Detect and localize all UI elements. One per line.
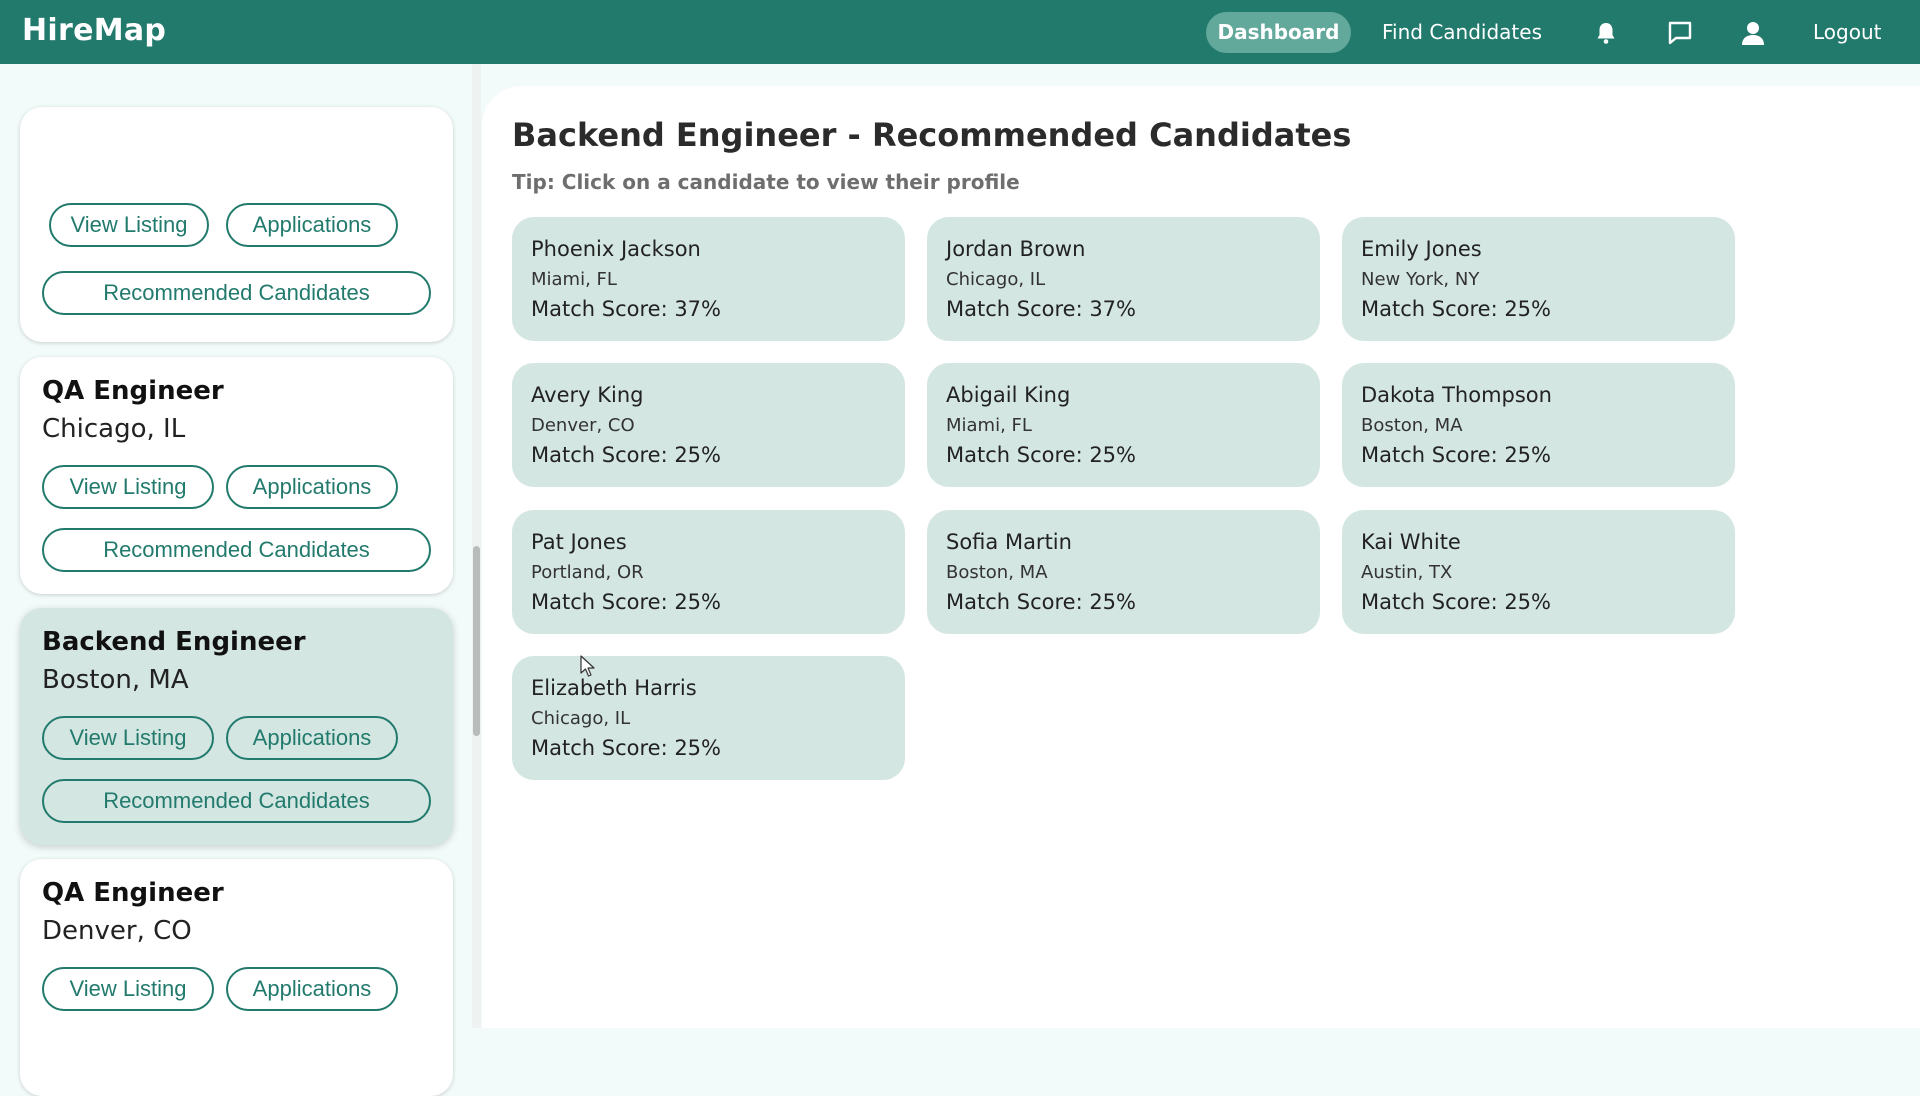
candidate-match-score: Match Score: 25% <box>531 443 721 467</box>
job-title: QA Engineer <box>42 376 224 406</box>
job-list[interactable] <box>0 212 470 1028</box>
candidate-match-score: Match Score: 25% <box>946 590 1136 614</box>
candidate-location: Boston, MA <box>1361 415 1463 436</box>
candidate-card[interactable] <box>512 656 905 780</box>
candidate-card[interactable] <box>1342 363 1735 487</box>
recommended-candidates-button[interactable]: Recommended Candidates <box>42 779 431 823</box>
candidate-name: Sofia Martin <box>946 530 1072 554</box>
candidate-match-score: Match Score: 25% <box>1361 443 1551 467</box>
job-card[interactable] <box>20 357 453 594</box>
candidate-location: Portland, OR <box>531 562 644 583</box>
applications-button[interactable]: Applications <box>226 465 398 509</box>
candidate-match-score: Match Score: 25% <box>1361 590 1551 614</box>
candidate-location: Chicago, IL <box>946 269 1046 290</box>
candidate-name: Kai White <box>1361 530 1461 554</box>
candidate-card[interactable] <box>927 217 1320 341</box>
candidate-name: Phoenix Jackson <box>531 237 701 261</box>
job-location: Denver, CO <box>42 916 192 946</box>
applications-button[interactable]: Applications <box>226 716 398 760</box>
candidate-card[interactable] <box>512 363 905 487</box>
nav-find-candidates[interactable]: Find Candidates <box>1382 20 1542 44</box>
sidebar-scrollbar-thumb[interactable] <box>473 546 480 736</box>
mouse-cursor-icon <box>580 655 596 677</box>
tip-text: Tip: Click on a candidate to view their profile <box>512 170 1020 194</box>
applications-button[interactable]: Applications <box>226 203 398 247</box>
candidate-card[interactable] <box>512 510 905 634</box>
recommended-candidates-button[interactable]: Recommended Candidates <box>42 271 431 315</box>
job-location: Chicago, IL <box>42 414 186 444</box>
candidate-name: Avery King <box>531 383 644 407</box>
candidate-name: Emily Jones <box>1361 237 1482 261</box>
candidate-card[interactable] <box>1342 217 1735 341</box>
job-card[interactable] <box>20 859 453 1096</box>
job-card-active[interactable] <box>20 608 453 845</box>
chat-icon[interactable] <box>1667 20 1693 46</box>
openings-sidebar <box>0 64 482 1028</box>
candidate-name: Elizabeth Harris <box>531 676 697 700</box>
candidate-location: Chicago, IL <box>531 708 631 729</box>
candidate-location: Austin, TX <box>1361 562 1453 583</box>
candidate-name: Jordan Brown <box>946 237 1086 261</box>
job-title: Backend Engineer <box>42 627 306 657</box>
brand-logo[interactable]: HireMap <box>22 13 167 48</box>
view-listing-button[interactable]: View Listing <box>49 203 209 247</box>
bell-icon[interactable] <box>1593 20 1619 46</box>
candidate-name: Pat Jones <box>531 530 627 554</box>
candidate-location: Miami, FL <box>531 269 617 290</box>
page-title: Backend Engineer - Recommended Candidates <box>512 116 1352 154</box>
job-title: QA Engineer <box>42 878 224 908</box>
candidate-name: Dakota Thompson <box>1361 383 1552 407</box>
candidate-match-score: Match Score: 37% <box>946 297 1136 321</box>
candidate-card[interactable] <box>927 363 1320 487</box>
candidate-location: New York, NY <box>1361 269 1480 290</box>
candidate-card[interactable] <box>927 510 1320 634</box>
user-icon[interactable] <box>1740 20 1766 46</box>
candidate-match-score: Match Score: 25% <box>946 443 1136 467</box>
candidate-card[interactable] <box>1342 510 1735 634</box>
candidate-match-score: Match Score: 25% <box>1361 297 1551 321</box>
nav-logout[interactable]: Logout <box>1813 20 1882 44</box>
view-listing-button[interactable]: View Listing <box>42 967 214 1011</box>
job-location: Boston, MA <box>42 665 189 695</box>
top-navbar <box>0 0 1920 64</box>
job-card[interactable] <box>20 107 453 342</box>
nav-dashboard[interactable]: Dashboard <box>1206 12 1351 53</box>
view-listing-button[interactable]: View Listing <box>42 716 214 760</box>
view-listing-button[interactable]: View Listing <box>42 465 214 509</box>
candidate-location: Boston, MA <box>946 562 1048 583</box>
candidate-match-score: Match Score: 25% <box>531 590 721 614</box>
candidate-location: Miami, FL <box>946 415 1032 436</box>
candidate-match-score: Match Score: 37% <box>531 297 721 321</box>
candidate-card[interactable] <box>512 217 905 341</box>
candidate-name: Abigail King <box>946 383 1071 407</box>
main-content <box>482 86 1920 1028</box>
candidate-location: Denver, CO <box>531 415 635 436</box>
candidate-match-score: Match Score: 25% <box>531 736 721 760</box>
recommended-candidates-button[interactable]: Recommended Candidates <box>42 528 431 572</box>
applications-button[interactable]: Applications <box>226 967 398 1011</box>
